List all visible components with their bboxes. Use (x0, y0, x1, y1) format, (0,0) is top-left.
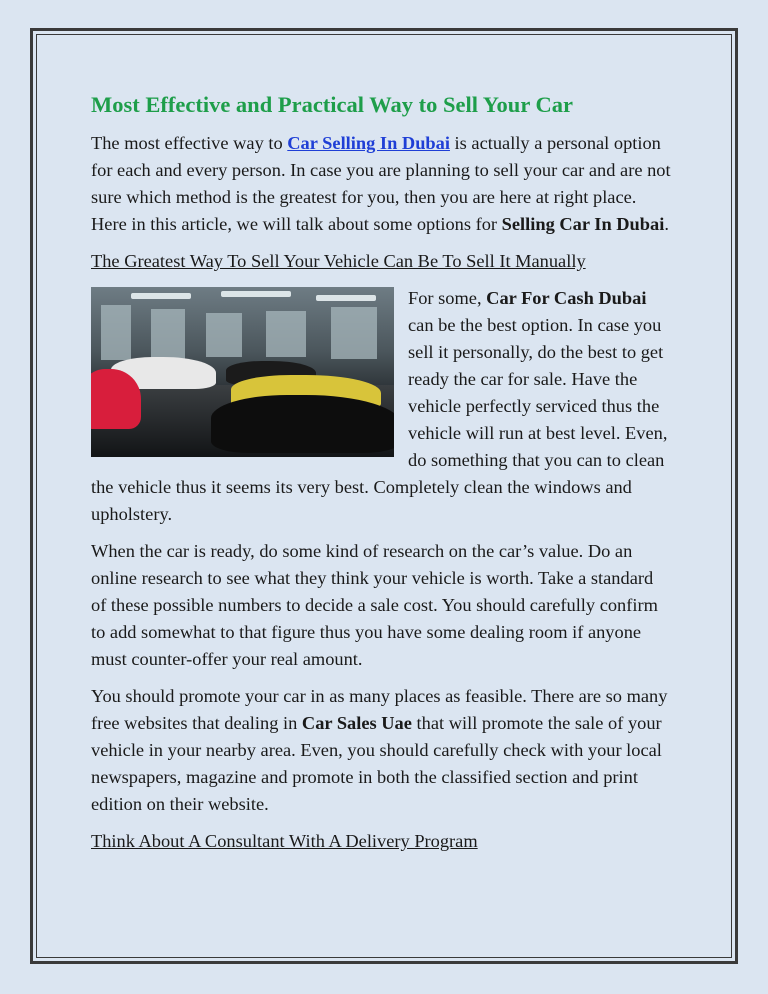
document-title: Most Effective and Practical Way to Sell Your Car (91, 92, 574, 117)
paragraph-promote-car: You should promote your car in as many places as feasible. There are so many free websites that dealing in Car Sales Uae that will promote the sale of your vehicle in your nearby area. Even, you should carefully check with your local newspapers, magazine and promote in both the classified section and print edition on their website. (91, 686, 668, 814)
car-showroom-photo (91, 287, 394, 457)
document-body (91, 90, 671, 865)
subheading-sell-manually: The Greatest Way To Sell Your Vehicle Can Be To Sell It Manually (91, 251, 586, 271)
car-selling-link[interactable]: Car Selling In Dubai (287, 133, 450, 153)
keyword-car-for-cash: Car For Cash Dubai (486, 288, 647, 308)
paragraph-car-for-cash-rest: can be the best option. In case you sell it personally, do the best to get ready the car for sale. Have the vehicle perfectly serviced thus the vehicle will run at best level. Even, do something that you can to clean the vehicle thus it seems its very best. Completely clean the windows and upholstery. (91, 315, 667, 524)
paragraph-intro: The most effective way to Car Selling In Dubai is actually a personal option for each and every person. In case you are planning to sell your car and are not sure which method is the greatest for you, then you are here at right place. Here in this article, we will talk about some options for Selling Car In Dubai. (91, 133, 671, 234)
paragraph-car-for-cash: For some, Car For Cash Dubai can be the best option. In case you sell it personally, do the best to get ready the car for sale. Have the vehicle perfectly serviced thus the vehicle will run at best level. Even, do something that you can to clean the vehicle thus it seems its very best. Completely clean the windows and upholstery. (91, 285, 671, 528)
paragraph-car-value: When the car is ready, do some kind of research on the car’s value. Do an online research to see what they think your vehicle is worth. Take a standard of these possible numbers to decide a sale cost. You should carefully confirm to add somewhat to that figure thus you have some dealing room if anyone must counter-offer your real amount. (91, 541, 658, 669)
keyword-car-sales-uae: Car Sales Uae (301, 713, 412, 733)
subheading-consultant: Think About A Consultant With A Delivery Program (91, 831, 478, 851)
keyword-selling-car: Selling Car In Dubai (501, 214, 665, 234)
